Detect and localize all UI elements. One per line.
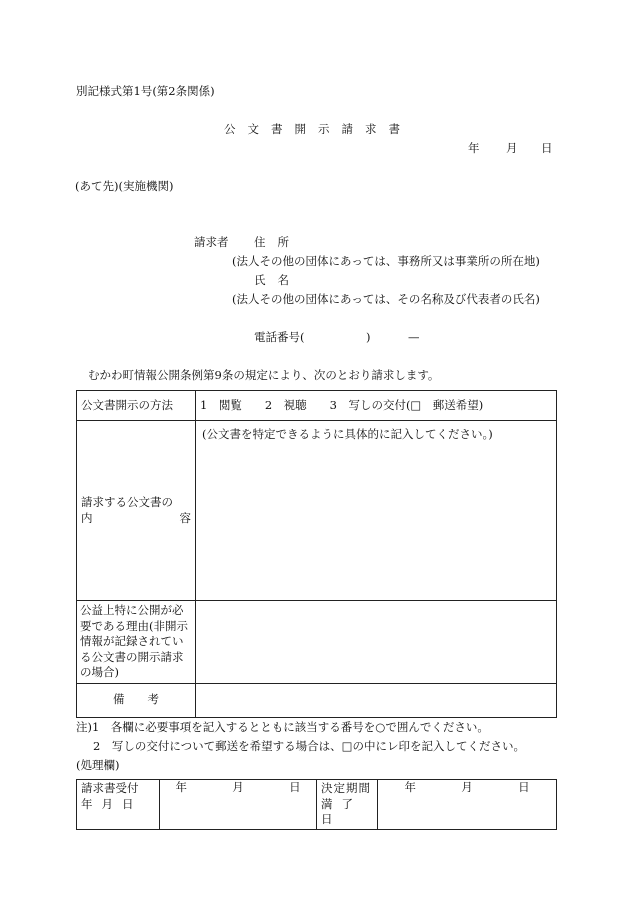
method-options: 1 閲覧 2 視聴 3 写しの交付(□ 郵送希望) [200,397,484,412]
form-reference: 別記様式第1号(第2条関係) [76,84,215,98]
request-table [76,390,557,718]
content-label-cell [77,421,196,601]
received-label-line2: 年月日 [81,796,143,811]
remarks-label-cell [77,683,196,717]
received-day: 日 [289,780,301,794]
phone-dash: — [408,330,420,344]
phone-label: 電話番号( [254,330,305,344]
content-input-cell[interactable] [196,421,557,601]
note-1: 注)1 各欄に必要事項を記入するとともに該当する番号を○で囲んでください。 [76,720,489,734]
reason-label-cell [77,601,196,684]
date-day-label: 日 [541,141,553,155]
received-year: 年 [175,780,187,794]
content-label-naka: 内 [81,510,93,525]
received-month: 月 [232,780,244,794]
processing-label: (処理欄) [76,758,120,772]
remarks-label: 備 考 [113,692,159,707]
decision-day: 日 [518,780,530,794]
decision-label-line2: 満了日 [321,796,362,827]
method-options-cell[interactable] [196,391,557,421]
note-2: 2 写しの交付について郵送を希望する場合は、□の中にレ印を記入してください。 [93,739,525,753]
page-title: 公文書開示請求書 [224,122,412,136]
received-date-cell[interactable] [160,780,317,830]
decision-year: 年 [404,780,416,794]
method-label: 公文書開示の方法 [81,397,173,412]
decision-month: 月 [461,780,473,794]
name-label: 氏名 [254,273,301,287]
content-label-you: 容 [179,510,191,525]
method-label-cell [77,391,196,421]
remarks-input-cell[interactable] [196,683,557,717]
received-label-cell [77,780,160,830]
phone-close-paren: ) [366,330,371,344]
intro-text: むかわ町情報公開条例第9条の規定により、次のとおり請求します。 [88,368,440,382]
reason-input-cell[interactable] [196,601,557,684]
content-label-line1: 請求する公文書の [81,494,173,509]
reason-label: 公益上特に公開が必要である理由(非開示情報が記録されている公文書の開示請求の場合) [80,603,188,680]
decision-label-cell [317,780,378,830]
name-note: (法人その他の団体にあっては、その名称及び代表者の氏名) [232,292,540,306]
date-year-label: 年 [468,141,480,155]
address-label: 住所 [254,235,301,249]
requester-label: 請求者 [194,235,229,249]
content-hint: (公文書を特定できるように具体的に記入してください。) [202,427,493,441]
address-note: (法人その他の団体にあっては、事務所又は事業所の所在地) [232,254,540,268]
addressee: (あて先)(実施機関) [75,179,174,193]
decision-label-line1: 決定期間 [321,781,371,795]
decision-date-cell[interactable] [378,780,557,830]
received-label-line1: 請求書受付 [81,781,139,795]
processing-table [76,779,557,830]
date-month-label: 月 [506,141,518,155]
content-label-line2 [81,511,191,527]
